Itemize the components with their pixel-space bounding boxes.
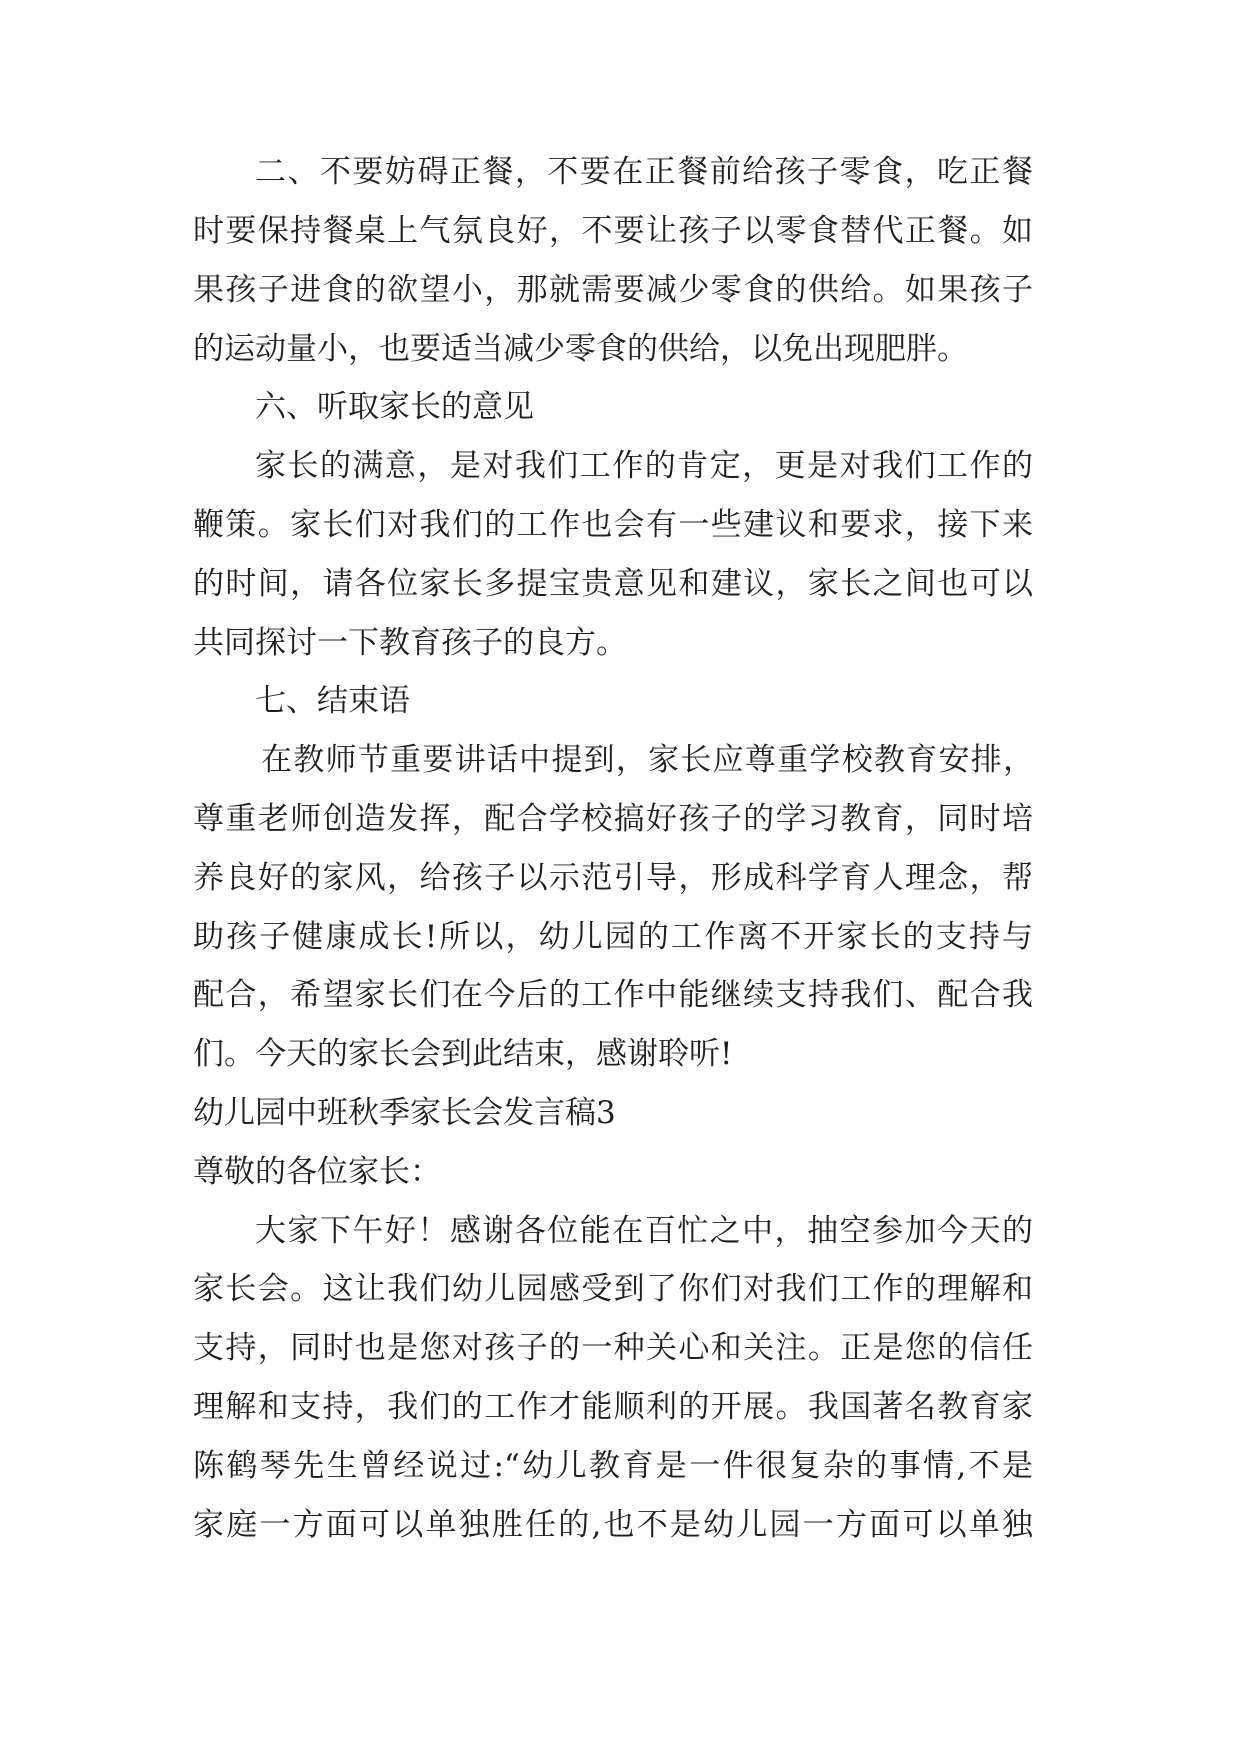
text-line: 养良好的家风，给孩子以示范引导，形成科学育人理念，帮 [193, 860, 1033, 896]
text-line: 家庭一方面可以单独胜任的,也不是幼儿园一方面可以单独 [193, 1507, 1033, 1543]
text-line: 在教师节重要讲话中提到，家长应尊重学校教育安排， [261, 742, 1034, 778]
text-line: 大家下午好！感谢各位能在百忙之中，抽空参加今天的 [255, 1213, 1033, 1249]
text-line: 助孩子健康成长!所以，幼儿园的工作离不开家长的支持与 [193, 919, 1033, 955]
text-line: 尊重老师创造发挥，配合学校搞好孩子的学习教育，同时培 [193, 801, 1033, 837]
text-line: 鞭策。家长们对我们的工作也会有一些建议和要求，接下来 [193, 507, 1033, 543]
text-line: 时要保持餐桌上气氛良好，不要让孩子以零食替代正餐。如 [193, 213, 1033, 249]
text-line: 支持，同时也是您对孩子的一种关心和关注。正是您的信任 [193, 1330, 1033, 1366]
text-line: 的运动量小，也要适当减少零食的供给，以免出现肥胖。 [193, 331, 968, 367]
text-line: 陈鹤琴先生曾经说过:“幼儿教育是一件很复杂的事情,不是 [193, 1448, 1033, 1484]
text-line: 们。今天的家长会到此结束，感谢聆听! [193, 1036, 733, 1072]
text-line: 共同探讨一下教育孩子的良方。 [193, 625, 627, 661]
text-line: 配合，希望家长们在今后的工作中能继续支持我们、配合我 [193, 977, 1033, 1013]
text-line: 家长会。这让我们幼儿园感受到了你们对我们工作的理解和 [193, 1271, 1033, 1307]
salutation: 尊敬的各位家长： [193, 1154, 441, 1190]
section-heading: 七、结束语 [255, 683, 410, 719]
section-heading: 六、听取家长的意见 [255, 389, 534, 425]
text-line: 理解和支持，我们的工作才能顺利的开展。我国著名教育家 [193, 1389, 1033, 1425]
text-line: 果孩子进食的欲望小，那就需要减少零食的供给。如果孩子 [193, 272, 1033, 308]
speech-title: 幼儿园中班秋季家长会发言稿3 [193, 1095, 616, 1131]
text-line: 二、不要妨碍正餐，不要在正餐前给孩子零食，吃正餐 [255, 154, 1033, 190]
text-line: 家长的满意，是对我们工作的肯定，更是对我们工作的 [255, 448, 1033, 484]
text-line: 的时间，请各位家长多提宝贵意见和建议，家长之间也可以 [193, 566, 1033, 602]
